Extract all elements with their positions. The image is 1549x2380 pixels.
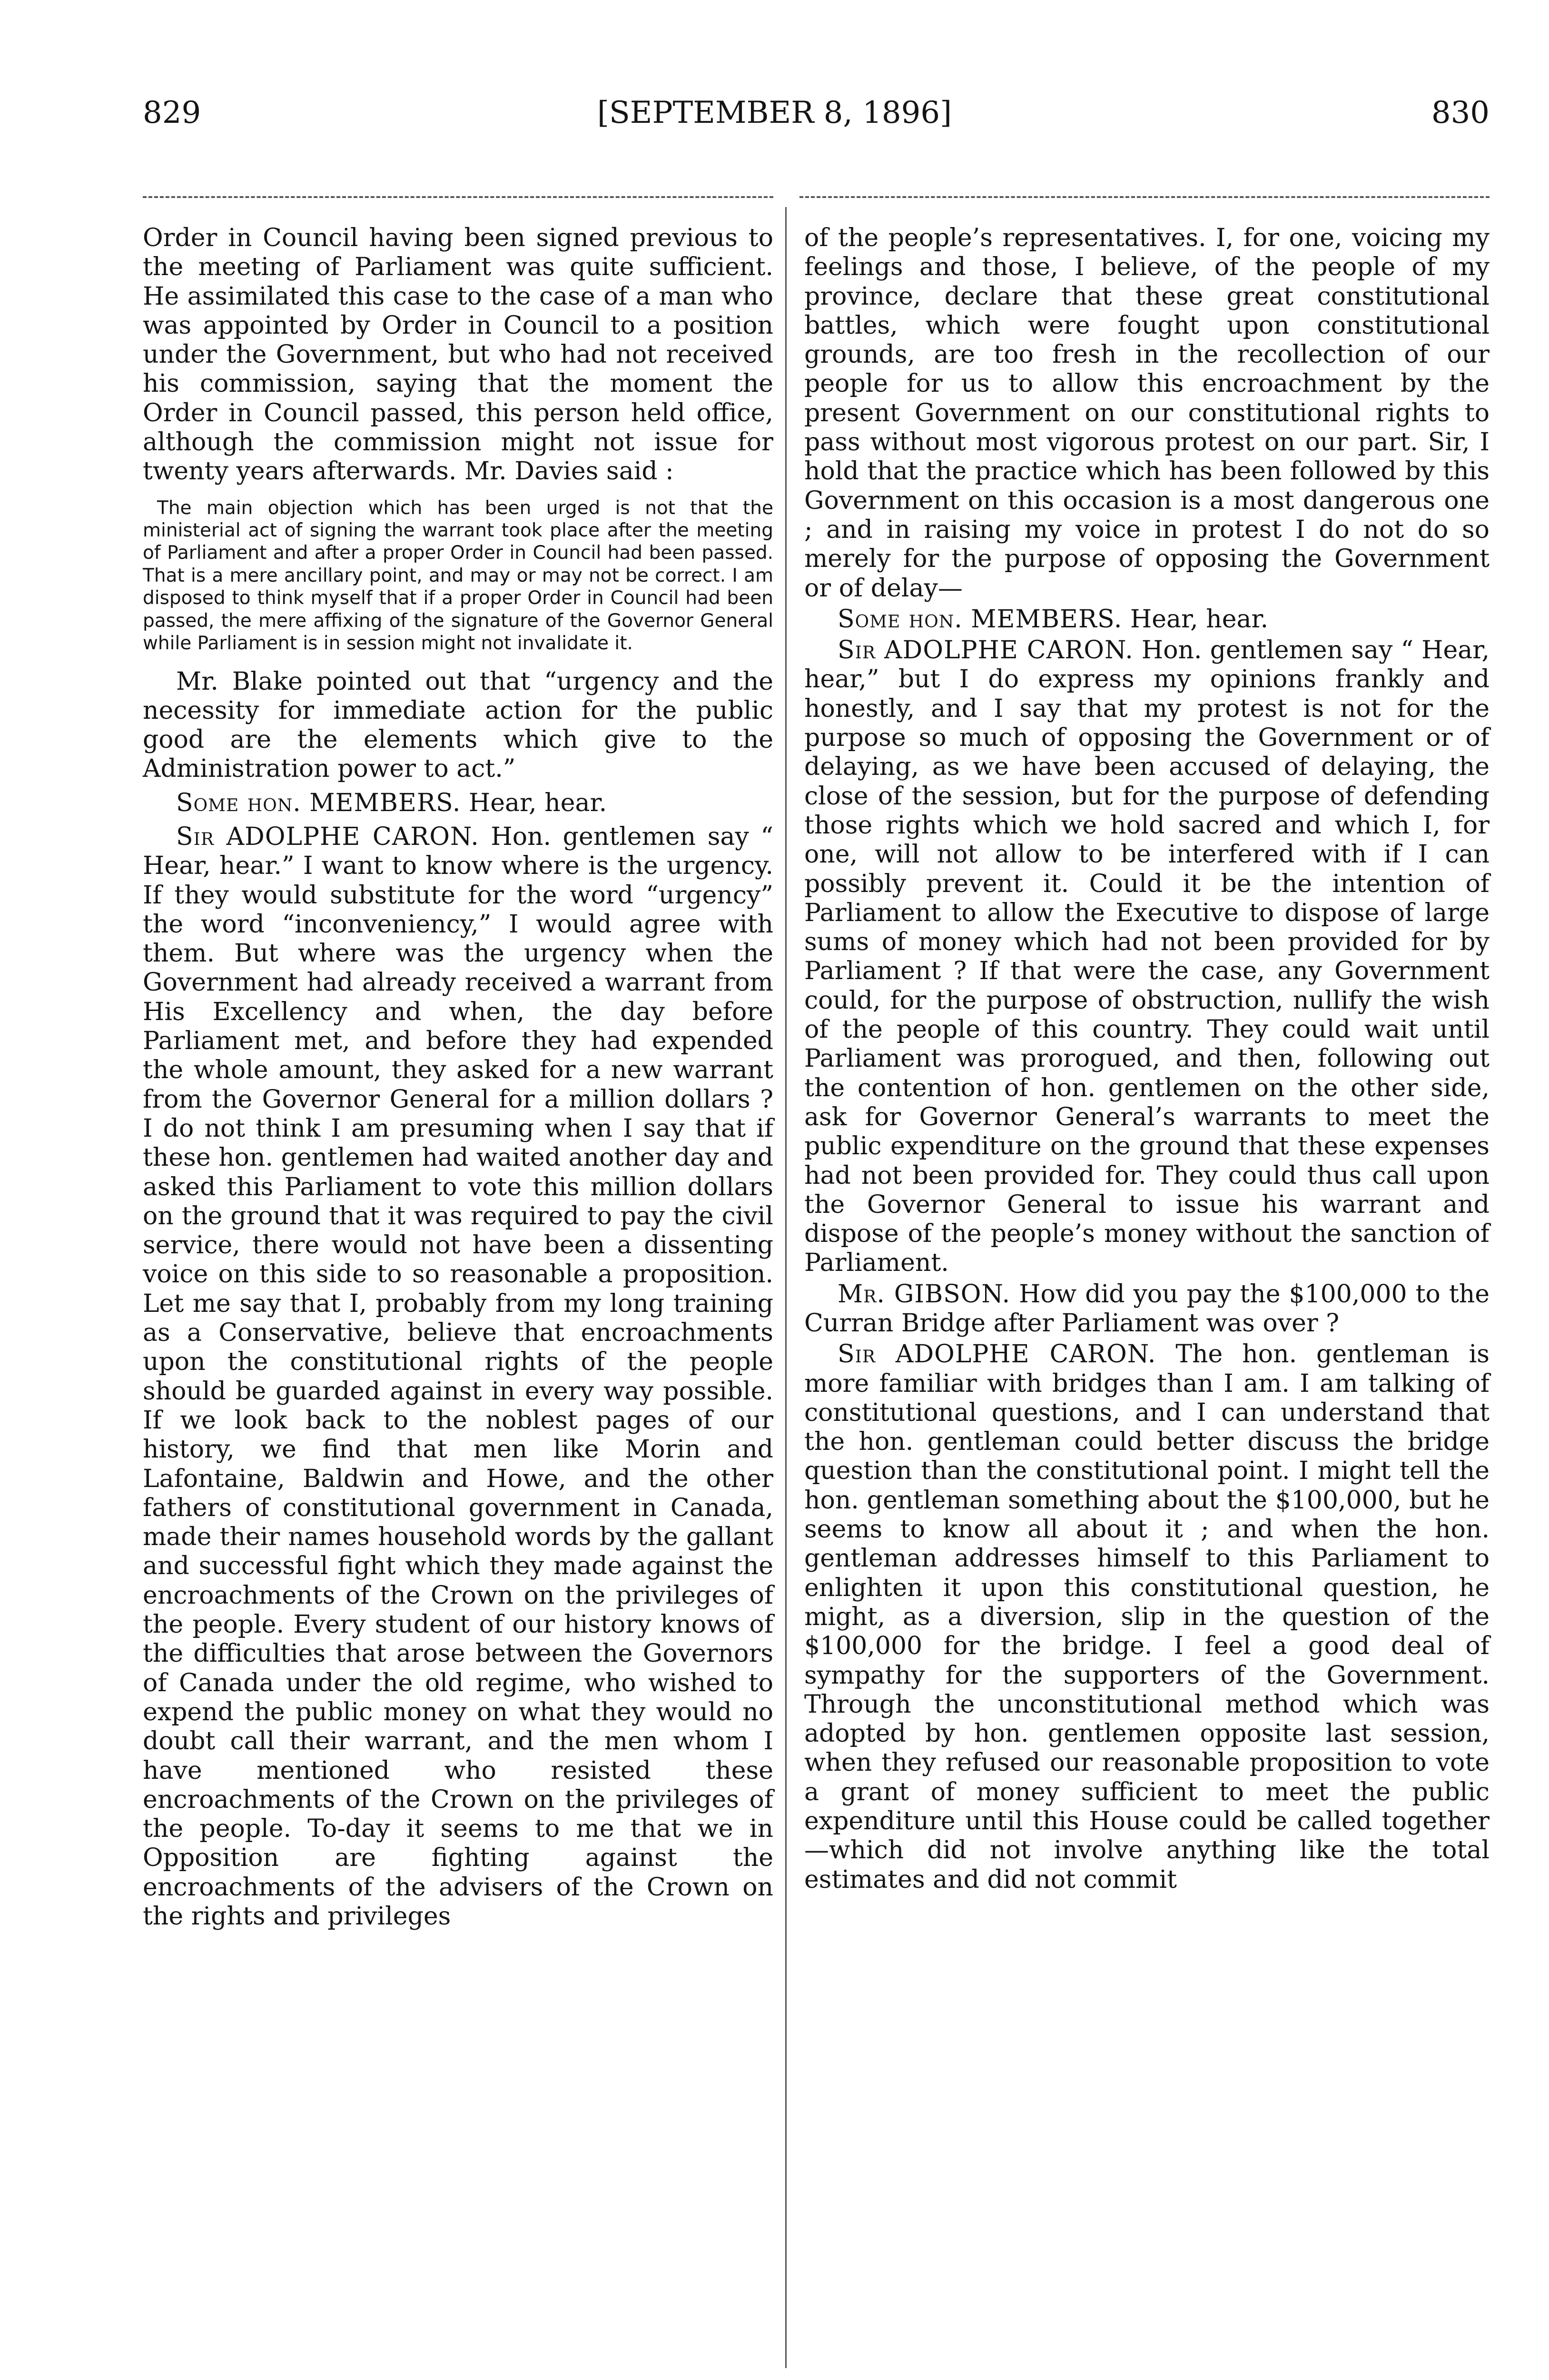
column-divider <box>785 207 787 2368</box>
speech-text: Hear, hear. <box>468 788 607 817</box>
speaker-name: Mr. GIBSON. <box>838 1279 1011 1309</box>
left-paragraph-1: Order in Council having been signed previous to the meeting of Parliament was quite sufficient. He assimilated this case to the case of a man who was appointed by Order in Council to a position under the Government, but who had not received his commission, saying that the moment the Order in Council passed, this person held office, although the commission might not issue for twenty years afterwards. Mr. Davies said : <box>143 224 773 486</box>
left-paragraph-4 <box>143 823 773 1931</box>
speech-text: How did you pay the $100,000 to the Curran Bridge after Parliament was over ? <box>804 1279 1490 1338</box>
right-paragraph-4 <box>804 1280 1490 1339</box>
right-paragraph-3 <box>804 636 1490 1278</box>
right-paragraph-1: of the people’s representatives. I, for one, voicing my feelings and those, I believe, of the people of my province, declare that these great constitutional battles, which were fought upon constitutional grounds, are too fresh in the recollection of our people for us to allow this encroachment by the present Government on our constitutional rights to pass without most vigorous protest on our part. Sir, I hold that the practice which has been followed by this Government on this occasion is a most dangerous one ; and in raising my voice in protest I do not do so merely for the purpose of opposing the Government or of delay— <box>804 224 1490 603</box>
page-header <box>0 95 1549 162</box>
left-paragraph-2: Mr. Blake pointed out that “urgency and the necessity for immediate action for the public good are the elements which give to the Administration power to act.” <box>143 667 773 783</box>
speech-text: Hear, hear. <box>1130 605 1269 634</box>
speaker-name: Sir ADOLPHE CARON. <box>838 1340 1156 1369</box>
right-paragraph-2 <box>804 605 1490 634</box>
page-number-right: 830 <box>1431 95 1490 130</box>
quoted-passage: The main objection which has been urged is not that the ministerial act of signing the warrant took place after the meeting of Parliament and after a proper Order in Council had been passed. That is a mere ancillary point, and may or may not be correct. I am disposed to think myself that if a proper Order in Council had been passed, the mere affixing of the signature of the Governor General while Parliament is in session might not invalidate it. <box>143 497 773 654</box>
speech-text: Hon. gentlemen say “ Hear, hear,” but I do express my opinions frankly and honestly, and I say that my protest is not for the purpose so much of opposing the Government or of delaying, as we have been accused of delaying, the close of the session, but for the purpose of defending those rights which we hold sacred and which I, for one, will not allow to be interfered with if I can possibly prevent it. Could it be the intention of Parliament to allow the Executive to dispose of large sums of money which had not been provided for by Parliament ? If that were the case, any Government could, for the purpose of obstruction, nullify the wish of the people of this country. They could wait until Parliament was prorogued, and then, following out the contention of hon. gentlemen on the other side, ask for Governor General’s warrants to meet the public expenditure on the ground that these expenses had not been provided for. They could thus call upon the Governor General to issue his warrant and dispose of the people’s money without the sanction of Parliament. <box>804 636 1490 1278</box>
right-paragraph-5 <box>804 1340 1490 1894</box>
header-rule-left <box>143 196 773 198</box>
speaker-name: Sir ADOLPHE CARON. <box>176 823 479 851</box>
speaker-name: Some hon. MEMBERS. <box>176 788 461 817</box>
page-date-title: [SEPTEMBER 8, 1896] <box>597 95 952 130</box>
speaker-name: Sir ADOLPHE CARON. <box>838 636 1134 665</box>
header-rule-right <box>799 196 1490 198</box>
speech-text: Hon. gentlemen say “ Hear, hear.” I want to know where is the urgency. If they would substitute for the word “urgency” the word “inconveniency,” I would agree with them. But where was the urgency when the Government had already received a warrant from His Excellency and when, the day before Parliament met, and before they had expended the whole amount, they asked for a new warrant from the Governor General for a million dollars ? I do not think I am presuming when I say that if these hon. gentlemen had waited another day and asked this Parliament to vote this million dollars on the ground that it was required to pay the civil service, there would not have been a dissenting voice on this side to so reasonable a proposition. Let me say that I, probably from my long training as a Conservative, believe that encroachments upon the constitutional rights of the people should be guarded against in every way possible. If we look back to the noblest pages of our history, we find that men like Morin and Lafontaine, Baldwin and Howe, and the other fathers of constitutional government in Canada, made their names household words by the gallant and successful fight which they made against the encroachments of the Crown on the privileges of the people. Every student of our history knows of the difficulties that arose between the Governors of Canada under the old regime, who wished to expend the public money on what they would no doubt call their warrant, and the men whom I have mentioned who resisted these encroachments of the Crown on the privileges of the people. To-day it seems to me that we in Opposition are fighting against the encroachments of the advisers of the Crown on the rights and privileges <box>143 823 773 1931</box>
right-column <box>804 224 1490 1894</box>
speech-text: The hon. gentleman is more familiar with bridges than I am. I am talking of constitutional questions, and I can understand that the hon. gentleman could better discuss the bridge question than the constitutional point. I might tell the hon. gentleman something about the $100,000, but he seems to know all about it ; and when the hon. gentleman addresses himself to this Parliament to enlighten it upon this constitutional question, he might, as a diversion, slip in the question of the $100,000 for the bridge. I feel a good deal of sympathy for the supporters of the Government. Through the unconstitutional method which was adopted by hon. gentlemen opposite last session, when they refused our reasonable proposition to vote a grant of money sufficient to meet the public expenditure until this House could be called together—which did not involve anything like the total estimates and did not commit <box>804 1340 1490 1894</box>
left-column <box>143 224 773 1931</box>
speaker-name: Some hon. MEMBERS. <box>838 605 1123 634</box>
page-number-left: 829 <box>143 95 201 130</box>
left-paragraph-3 <box>143 789 773 818</box>
